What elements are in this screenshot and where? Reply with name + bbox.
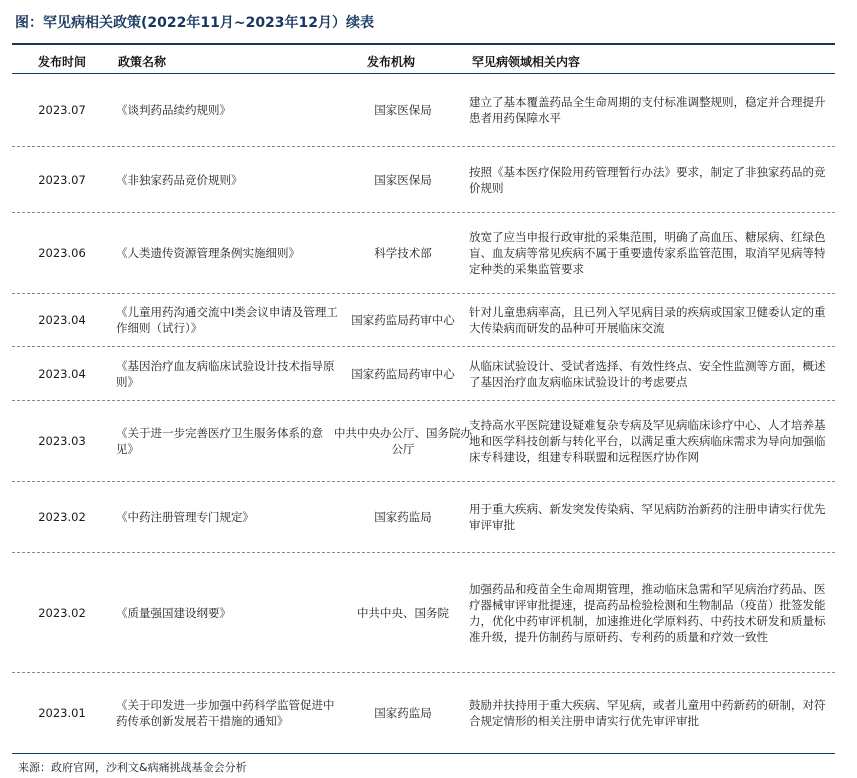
row-content: 鼓励并扶持用于重大疾病、罕见病，或者儿童用中药新药的研制，对符合规定情形的相关注册申请实行优先审评审批 [469,698,826,728]
header-date: 发布时间 [38,55,87,69]
row-content: 从临床试验设计、受试者选择、有效性终点、安全性监测等方面，概述了基因治疗血友病临床试验设计的考虑要点 [469,358,826,389]
row-org: 国家药监局 [374,706,432,720]
row-org: 中共中央、国务院 [357,605,449,620]
row-policy-name: 《中药注册管理专门规定》 [116,510,254,524]
row-date: 2023.04 [38,366,86,381]
table-row [12,213,835,293]
row-date: 2023.01 [38,706,86,720]
table-row [12,553,835,672]
row-org: 国家药监局 [374,510,432,524]
row-content: 支持高水平医院建设疑难复杂专病及罕见病临床诊疗中心、人才培养基地和医学科技创新与转化平台，以满足重大疾病临床需求为导向加强临床专科建设，组建专科联盟和远程医疗协作网 [469,418,826,464]
header-org: 发布机构 [367,55,416,69]
table-row [12,74,835,146]
row-org: 国家医保局 [374,103,432,117]
row-policy-name: 《非独家药品竞价规则》 [116,172,243,187]
row-date: 2023.04 [38,313,86,327]
header-name: 政策名称 [118,55,167,69]
row-policy-name: 《儿童用药沟通交流中Ⅰ类会议申请及管理工作细则（试行）》 [116,305,338,335]
row-content: 按照《基本医疗保险用药管理暂行办法》要求，制定了非独家药品的竞价规则 [469,164,826,195]
header-content: 罕见病领域相关内容 [472,55,581,69]
table-row [12,401,835,481]
table-row [12,347,835,400]
row-policy-name: 《人类遗传资源管理条例实施细则》 [116,246,300,260]
row-policy-name: 《关于印发进一步加强中药科学监管促进中药传承创新发展若干措施的通知》 [116,698,335,728]
table-row [12,294,835,346]
table-row [12,147,835,212]
table-row [12,482,835,552]
row-content: 放宽了应当申报行政审批的采集范围，明确了高血压、糖尿病、红绿色盲、血友病等常见疾病不属于重要遗传家系监管范围，取消罕见病等特定种类的采集监管要求 [469,230,826,276]
row-date: 2023.02 [38,510,86,524]
row-org: 中共中央办公厅、国务院办公厅 [334,426,472,456]
source-note: 来源：政府官网，沙利文&病痛挑战基金会分析 [18,761,247,774]
row-date: 2023.06 [38,246,86,260]
row-org: 科学技术部 [374,246,432,260]
row-content: 建立了基本覆盖药品全生命周期的支付标准调整规则，稳定并合理提升患者用药保障水平 [469,95,826,125]
table-title: 图：罕见病相关政策(2022年11月~2023年12月）续表 [15,15,375,31]
row-policy-name: 《谈判药品续约规则》 [116,103,231,117]
row-date: 2023.03 [38,434,86,448]
row-org: 国家医保局 [374,172,432,187]
row-org: 国家药监局药审中心 [351,313,455,327]
row-policy-name: 《质量强国建设纲要》 [116,605,231,620]
row-policy-name: 《基因治疗血友病临床试验设计技术指导原则》 [116,358,335,389]
row-content: 加强药品和疫苗全生命周期管理，推动临床急需和罕见病治疗药品、医疗器械审评审批提速，提高药品检验检测和生物制品（疫苗）批签发能力，优化中药审评机制，加速推进化学原料药、中药技术研发和质量标准升级，提升仿制药与原研药、专利药的质量和疗效一致性 [469,581,826,644]
row-policy-name: 《关于进一步完善医疗卫生服务体系的意见》 [116,426,323,456]
row-date: 2023.07 [38,172,86,187]
row-date: 2023.07 [38,103,86,117]
row-content: 用于重大疾病、新发突发传染病、罕见病防治新药的注册申请实行优先审评审批 [469,502,826,532]
table-row [12,673,835,753]
row-org: 国家药监局药审中心 [351,366,455,381]
row-date: 2023.02 [38,605,86,620]
bottom-rule [12,753,835,754]
top-rule [12,43,835,45]
row-content: 针对儿童患病率高，且已列入罕见病目录的疾病或国家卫健委认定的重大传染病而研发的品种可开展临床交流 [469,305,826,335]
